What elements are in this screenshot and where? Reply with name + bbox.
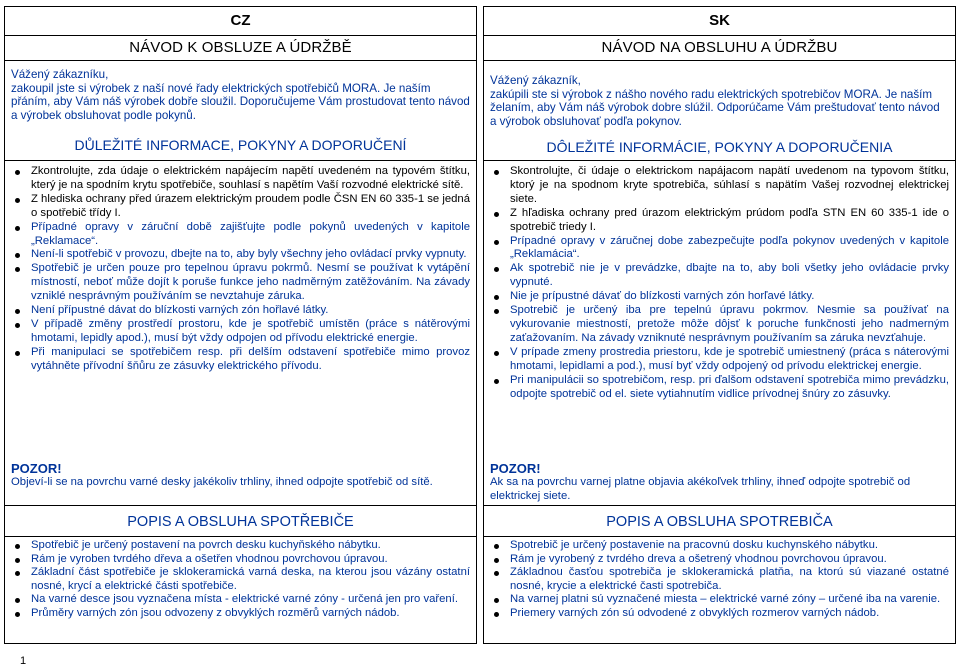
cz-column (4, 6, 477, 644)
sk-important-title: DÔLEŽITÉ INFORMÁCIE, POKYNY A DOPORUČENIA (546, 139, 893, 155)
cz-important-title: DŮLEŽITÉ INFORMACE, POKYNY A DOPORUČENÍ (74, 137, 407, 153)
sk-intro-section (484, 60, 955, 160)
sk-description-header (484, 505, 955, 537)
bullet-icon (15, 612, 20, 617)
cz-description-title: POPIS A OBSLUHA SPOTŘEBIČE (127, 514, 354, 530)
bullet-icon (494, 558, 499, 563)
list-item: Pri manipulácii so spotrebičom, resp. pri ďalšom odstavení spotrebiča mimo prevádzku, odpojte spotrebič od el. siete vytiahnutím vidlice prívodnej šnúry zo zásuvky. (484, 374, 955, 402)
cz-description-section (5, 539, 476, 621)
list-item: Spotrebič je určený iba pre tepelnú úpravu pokrmov. Nesmie sa používať na vykurovanie miestností, pretože môže dôjsť k poruche funkčnosti jeho nadmerným zaťažovaním. Na závady vzniknuté nesprávnym používaním sa záruka nevzťahuje. (484, 304, 955, 346)
list-item: Na varné desce jsou vyznačena místa - elektrické varné zóny - určená jen pro vaření. (5, 593, 476, 607)
bullet-icon (15, 323, 20, 328)
bullet-icon (494, 170, 499, 175)
bullet-icon (15, 267, 20, 272)
list-item: Prípadné opravy v záručnej dobe zabezpečujte podľa pokynov uvedených v kapitole „Reklamácia“. (484, 235, 955, 263)
list-item: Skontrolujte, či údaje o elektrickom napájacom napätí uvedenom na typovom štítku, ktorý je na spodnom kryte spotrebiča, súhlasí s napätím Vašej rozvodnej elektrickej siete. (484, 165, 955, 207)
cz-warning-text: Objeví-li se na povrchu varné desky jakékoliv trhliny, ihned odpojte spotřebič od sítě. (11, 476, 433, 488)
list-item: Případné opravy v záruční době zajišťujte podle pokynů uvedených v kapitole „Reklamace“. (5, 221, 476, 249)
cz-warning (5, 461, 476, 490)
bullet-icon (494, 309, 499, 314)
bullet-icon (15, 253, 20, 258)
list-item: V prípade zmeny prostredia priestoru, kde je spotrebič umiestnený (práca s náterovými hmotami, lepidlami a pod.), musí byť vždy odpojený od prívodu elektrickej energie. (484, 346, 955, 374)
bullet-icon (494, 598, 499, 603)
bullet-icon (15, 226, 20, 231)
page-number: 1 (20, 655, 27, 667)
bullet-icon (15, 198, 20, 203)
sk-language-header: SK (484, 7, 955, 36)
list-item: Na varnej platni sú vyznačené miesta – elektrické varné zóny – určené iba na varenie. (484, 593, 955, 607)
sk-important-section (484, 160, 955, 502)
list-item: V případě změny prostředí prostoru, kde je spotřebič umístěn (práce s nátěrovými hmotami, lepidly apod.), musí být vždy odpojen od přívodu elektrické energie. (5, 318, 476, 346)
bullet-icon (15, 558, 20, 563)
list-item: Zkontrolujte, zda údaje o elektrickém napájecím napětí uvedeném na typovém štítku, který je na spodním krytu spotřebiče, souhlasí s napětím Vaší rozvodné elektrické sítě. (5, 165, 476, 193)
bullet-icon (494, 267, 499, 272)
bullet-icon (494, 212, 499, 217)
list-item: Z hlediska ochrany před úrazem elektrickým proudem podle ČSN EN 60 335-1 se jedná o spotřebič třídy I. (5, 193, 476, 221)
list-item: Základní část spotřebiče je sklokeramická varná deska, na kterou jsou vázány ostatní nosné, krycí a elektrické části spotřebiče. (5, 566, 476, 593)
cz-intro-text (5, 61, 476, 122)
bullet-icon (494, 379, 499, 384)
list-item: Není přípustné dávat do blízkosti varných zón hořlavé látky. (5, 304, 476, 318)
cz-greeting: Vážený zákazníku, (11, 68, 109, 81)
sk-warning-text: Ak sa na povrchu varnej platne objavia akékoľvek trhliny, ihneď odpojte spotrebič od elektrickej siete. (490, 476, 911, 502)
cz-intro-paragraph: zakoupil jste si výrobek z naší nové řady elektrických spotřebičů MORA. Je naším přáním, aby Vám náš výrobek dobře sloužil. Doporučujeme Vám prostudovat tento návod a výrobek obsluhovat podle pokynů. (11, 81, 470, 122)
bullet-icon (494, 571, 499, 576)
bullet-icon (494, 351, 499, 356)
list-item: Nie je prípustné dávať do blízkosti varných zón horľavé látky. (484, 290, 955, 304)
list-item: Priemery varných zón sú odvodené z obvyklých rozmerov varných nádob. (484, 607, 955, 621)
sk-warning (484, 461, 955, 504)
bullet-icon (494, 295, 499, 300)
sk-warning-title: POZOR! (490, 461, 541, 476)
sk-intro-paragraph: zakúpili ste si výrobok z nášho nového radu elektrických spotrebičov MORA. Je naším želaním, aby Vám náš výrobok dobre slúžil. Odporúčame Vám preštudovať tento návod a výrobok obsluhovať podľa pokynov. (490, 87, 940, 128)
cz-important-section (5, 160, 476, 488)
list-item: Spotřebič je určený postavení na povrch desku kuchyňského nábytku. (5, 539, 476, 553)
list-item: Rám je vyrobený z tvrdého dreva a ošetrený vhodnou povrchovou úpravou. (484, 553, 955, 567)
bullet-icon (15, 351, 20, 356)
sk-important-list (484, 161, 955, 401)
cz-important-list (5, 161, 476, 374)
sk-intro-text (484, 61, 955, 128)
bullet-icon (494, 544, 499, 549)
sk-manual-title: NÁVOD NA OBSLUHU A ÚDRŽBU (601, 39, 838, 56)
list-item: Spotrebič je určený postavenie na pracovnú dosku kuchynského nábytku. (484, 539, 955, 553)
bullet-icon (15, 544, 20, 549)
list-item: Při manipulaci se spotřebičem resp. při delším odstavení spotřebiče mimo provoz vytáhněte přívodní šňůru ze zásuvky elektrického přívodu. (5, 346, 476, 374)
list-item: Spotřebič je určen pouze pro tepelnou úpravu pokrmů. Nesmí se používat k vytápění místností, neboť může dojít k poruše funkce jeho nadměrným zatěžováním. Na závady vzniklé nesprávným používáním se nevztahuje záruka. (5, 262, 476, 304)
cz-intro-section (5, 60, 476, 160)
bullet-icon (494, 612, 499, 617)
sk-column (483, 6, 956, 644)
sk-greeting: Vážený zákazník, (490, 74, 581, 87)
bullet-icon (15, 309, 20, 314)
list-item: Ak spotrebič nie je v prevádzke, dbajte na to, aby boli všetky jeho ovládacie prvky vypnuté. (484, 262, 955, 290)
cz-description-list (5, 539, 476, 621)
cz-description-header (5, 505, 476, 537)
sk-description-section (484, 539, 955, 621)
cz-language-header: CZ (5, 7, 476, 36)
cz-warning-title: POZOR! (11, 461, 62, 476)
cz-manual-title: NÁVOD K OBSLUZE A ÚDRŽBĚ (129, 39, 352, 56)
bullet-icon (15, 170, 20, 175)
list-item: Základnou časťou spotrebiča je sklokeramická platňa, na ktorú sú viazané ostatné nosné, krycie a elektrické časti spotrebiča. (484, 566, 955, 593)
bullet-icon (494, 240, 499, 245)
list-item: Z hľadiska ochrany pred úrazom elektrickým prúdom podľa STN EN 60 335-1 ide o spotrebič triedy I. (484, 207, 955, 235)
list-item: Rám je vyroben tvrdého dřeva a ošetřen vhodnou povrchovou úpravou. (5, 553, 476, 567)
bullet-icon (15, 598, 20, 603)
bullet-icon (15, 571, 20, 576)
sk-description-title: POPIS A OBSLUHA SPOTREBIČA (606, 514, 833, 530)
sk-description-list (484, 539, 955, 621)
list-item: Není-li spotřebič v provozu, dbejte na to, aby byly všechny jeho ovládací prvky vypnuty. (5, 248, 476, 262)
list-item: Průměry varných zón jsou odvozeny z obvyklých rozměrů varných nádob. (5, 607, 476, 621)
